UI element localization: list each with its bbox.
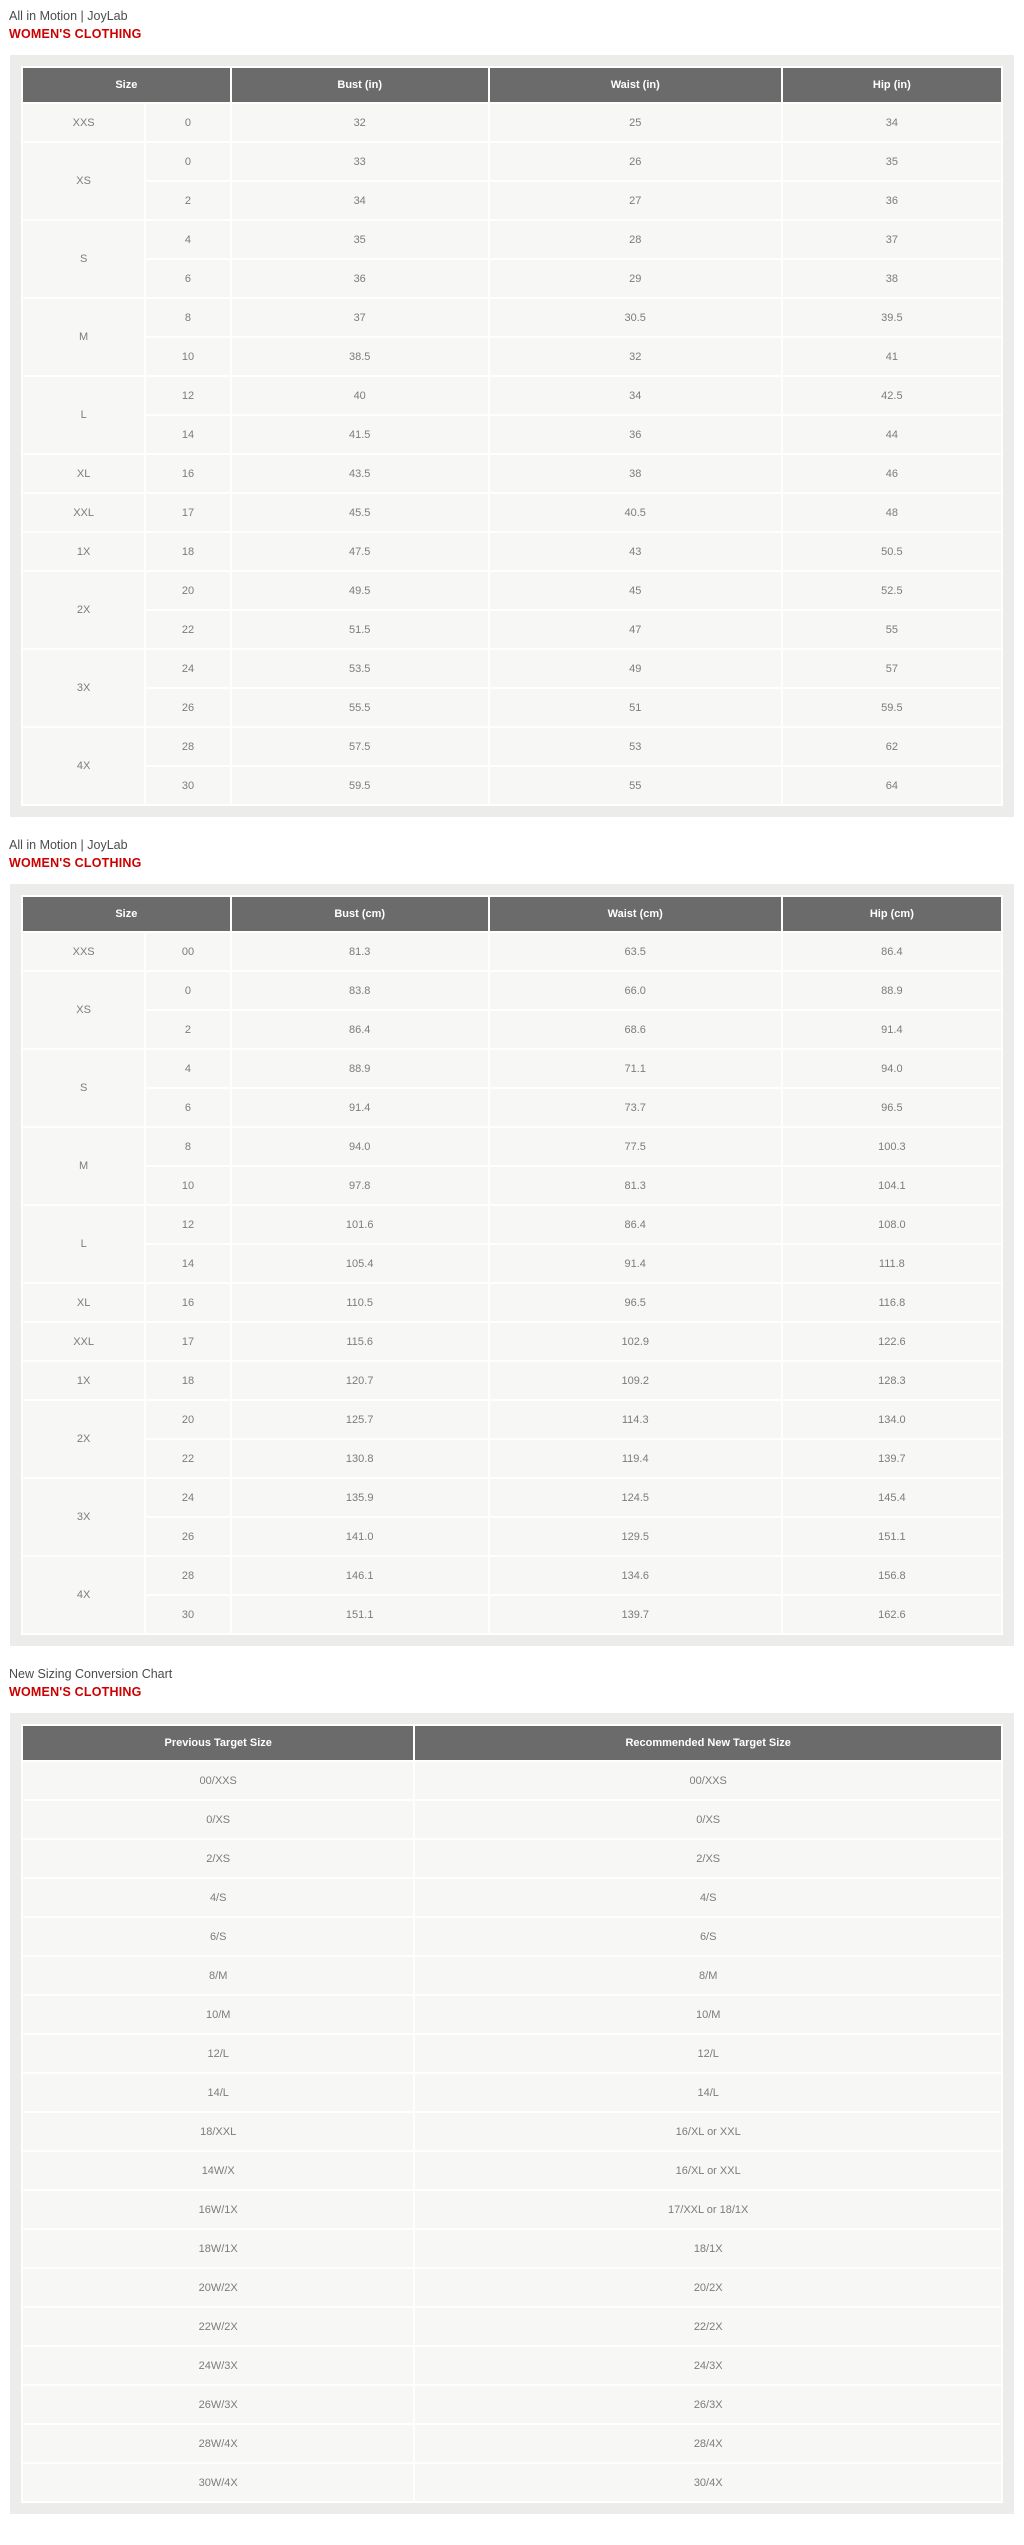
size-group-label: 1X: [23, 1362, 144, 1399]
numeric-size-cell: 14: [146, 416, 229, 453]
numeric-size-cell: 18: [146, 533, 229, 570]
numeric-size-cell: 24: [146, 1479, 229, 1516]
size-group-label: XS: [23, 143, 144, 219]
bust-cell: 83.8: [232, 972, 488, 1009]
hip-cell: 116.8: [783, 1284, 1001, 1321]
waist-cell: 45: [490, 572, 781, 609]
new-size-cell: 0/XS: [415, 1801, 1001, 1838]
numeric-size-cell: 12: [146, 1206, 229, 1243]
new-size-cell: 26/3X: [415, 2386, 1001, 2423]
bust-cell: 57.5: [232, 728, 488, 765]
bust-cell: 141.0: [232, 1518, 488, 1555]
bust-cell: 47.5: [232, 533, 488, 570]
table-body: [23, 933, 1001, 1633]
waist-cell: 47: [490, 611, 781, 648]
table-row: [23, 1245, 1001, 1282]
waist-cell: 32: [490, 338, 781, 375]
hip-cell: 39.5: [783, 299, 1001, 336]
waist-cell: 119.4: [490, 1440, 781, 1477]
size-group-label: M: [23, 299, 144, 375]
bust-cell: 38.5: [232, 338, 488, 375]
header-row: [23, 1726, 1001, 1760]
section-header: [0, 817, 1024, 884]
header-row: [23, 68, 1001, 102]
numeric-size-cell: 30: [146, 1596, 229, 1633]
table-row: [23, 2191, 1001, 2228]
waist-cell: 71.1: [490, 1050, 781, 1087]
table-row: [23, 299, 1001, 336]
chart-container: [10, 1713, 1014, 2514]
bust-cell: 59.5: [232, 767, 488, 804]
previous-size-cell: 30W/4X: [23, 2464, 413, 2501]
size-group-label: 2X: [23, 1401, 144, 1477]
hip-cell: 134.0: [783, 1401, 1001, 1438]
table-row: [23, 1440, 1001, 1477]
column-header-size: Size: [23, 897, 230, 931]
hip-cell: 94.0: [783, 1050, 1001, 1087]
waist-cell: 38: [490, 455, 781, 492]
numeric-size-cell: 26: [146, 1518, 229, 1555]
new-size-cell: 24/3X: [415, 2347, 1001, 2384]
new-size-cell: 00/XXS: [415, 1762, 1001, 1799]
table-row: [23, 143, 1001, 180]
conversion-subtitle: New Sizing Conversion Chart: [9, 1667, 173, 1681]
numeric-size-cell: 16: [146, 455, 229, 492]
hip-cell: 59.5: [783, 689, 1001, 726]
size-group-label: 1X: [23, 533, 144, 570]
hip-cell: 44: [783, 416, 1001, 453]
bust-cell: 130.8: [232, 1440, 488, 1477]
table-row: [23, 1557, 1001, 1594]
bust-cell: 32: [232, 104, 488, 141]
table-row: [23, 455, 1001, 492]
bust-cell: 37: [232, 299, 488, 336]
table-row: [23, 221, 1001, 258]
size-group-label: XXL: [23, 1323, 144, 1360]
hip-cell: 139.7: [783, 1440, 1001, 1477]
bust-cell: 45.5: [232, 494, 488, 531]
waist-cell: 134.6: [490, 1557, 781, 1594]
new-size-cell: 8/M: [415, 1957, 1001, 1994]
new-size-cell: 6/S: [415, 1918, 1001, 1955]
table-row: [23, 182, 1001, 219]
previous-size-cell: 22W/2X: [23, 2308, 413, 2345]
hip-cell: 38: [783, 260, 1001, 297]
hip-cell: 122.6: [783, 1323, 1001, 1360]
table-row: [23, 2230, 1001, 2267]
table-row: [23, 1323, 1001, 1360]
hip-cell: 88.9: [783, 972, 1001, 1009]
numeric-size-cell: 8: [146, 1128, 229, 1165]
column-header-bust: Bust (in): [232, 68, 488, 102]
numeric-size-cell: 14: [146, 1245, 229, 1282]
size-group-label: XXL: [23, 494, 144, 531]
section-centimeters: [0, 817, 1024, 1646]
waist-cell: 34: [490, 377, 781, 414]
table-row: [23, 1167, 1001, 1204]
hip-cell: 64: [783, 767, 1001, 804]
size-group-label: 4X: [23, 1557, 144, 1633]
table-row: [23, 338, 1001, 375]
numeric-size-cell: 0: [146, 104, 229, 141]
column-header-waist: Waist (in): [490, 68, 781, 102]
waist-cell: 26: [490, 143, 781, 180]
hip-cell: 104.1: [783, 1167, 1001, 1204]
bust-cell: 135.9: [232, 1479, 488, 1516]
numeric-size-cell: 17: [146, 1323, 229, 1360]
size-table-inches: [21, 66, 1003, 806]
column-header-previous-size: Previous Target Size: [23, 1726, 413, 1760]
numeric-size-cell: 28: [146, 728, 229, 765]
hip-cell: 50.5: [783, 533, 1001, 570]
hip-cell: 100.3: [783, 1128, 1001, 1165]
size-group-label: XS: [23, 972, 144, 1048]
bust-cell: 125.7: [232, 1401, 488, 1438]
table-row: [23, 2464, 1001, 2501]
table-row: [23, 1206, 1001, 1243]
bust-cell: 91.4: [232, 1089, 488, 1126]
waist-cell: 27: [490, 182, 781, 219]
hip-cell: 62: [783, 728, 1001, 765]
bust-cell: 115.6: [232, 1323, 488, 1360]
new-size-cell: 14/L: [415, 2074, 1001, 2111]
size-conversion-table: [21, 1724, 1003, 2503]
numeric-size-cell: 6: [146, 260, 229, 297]
bust-cell: 40: [232, 377, 488, 414]
numeric-size-cell: 8: [146, 299, 229, 336]
numeric-size-cell: 10: [146, 338, 229, 375]
bust-cell: 53.5: [232, 650, 488, 687]
bust-cell: 43.5: [232, 455, 488, 492]
brand-subtitle: All in Motion | JoyLab: [9, 9, 128, 23]
waist-cell: 51: [490, 689, 781, 726]
hip-cell: 46: [783, 455, 1001, 492]
size-group-label: XL: [23, 455, 144, 492]
bust-cell: 41.5: [232, 416, 488, 453]
hip-cell: 96.5: [783, 1089, 1001, 1126]
table-row: [23, 1840, 1001, 1877]
previous-size-cell: 6/S: [23, 1918, 413, 1955]
bust-cell: 51.5: [232, 611, 488, 648]
waist-cell: 109.2: [490, 1362, 781, 1399]
new-size-cell: 30/4X: [415, 2464, 1001, 2501]
new-size-cell: 4/S: [415, 1879, 1001, 1916]
hip-cell: 41: [783, 338, 1001, 375]
table-row: [23, 1284, 1001, 1321]
previous-size-cell: 24W/3X: [23, 2347, 413, 2384]
column-header-new-size: Recommended New Target Size: [415, 1726, 1001, 1760]
hip-cell: 55: [783, 611, 1001, 648]
size-table-centimeters: [21, 895, 1003, 1635]
table-row: [23, 2386, 1001, 2423]
numeric-size-cell: 12: [146, 377, 229, 414]
bust-cell: 49.5: [232, 572, 488, 609]
waist-cell: 25: [490, 104, 781, 141]
section-title: WOMEN'S CLOTHING: [9, 855, 142, 870]
column-header-size: Size: [23, 68, 230, 102]
table-row: [23, 104, 1001, 141]
section-title: WOMEN'S CLOTHING: [9, 26, 142, 41]
previous-size-cell: 28W/4X: [23, 2425, 413, 2462]
table-row: [23, 377, 1001, 414]
hip-cell: 128.3: [783, 1362, 1001, 1399]
bust-cell: 120.7: [232, 1362, 488, 1399]
table-row: [23, 533, 1001, 570]
numeric-size-cell: 6: [146, 1089, 229, 1126]
previous-size-cell: 26W/3X: [23, 2386, 413, 2423]
bust-cell: 35: [232, 221, 488, 258]
numeric-size-cell: 24: [146, 650, 229, 687]
bust-cell: 151.1: [232, 1596, 488, 1633]
table-row: [23, 2269, 1001, 2306]
numeric-size-cell: 22: [146, 611, 229, 648]
previous-size-cell: 14/L: [23, 2074, 413, 2111]
previous-size-cell: 10/M: [23, 1996, 413, 2033]
waist-cell: 30.5: [490, 299, 781, 336]
size-group-label: 2X: [23, 572, 144, 648]
numeric-size-cell: 30: [146, 767, 229, 804]
numeric-size-cell: 17: [146, 494, 229, 531]
table-row: [23, 1801, 1001, 1838]
table-row: [23, 611, 1001, 648]
bust-cell: 55.5: [232, 689, 488, 726]
table-body: [23, 104, 1001, 804]
bust-cell: 33: [232, 143, 488, 180]
size-group-label: M: [23, 1128, 144, 1204]
waist-cell: 40.5: [490, 494, 781, 531]
numeric-size-cell: 16: [146, 1284, 229, 1321]
table-row: [23, 650, 1001, 687]
table-body: [23, 1762, 1001, 2501]
waist-cell: 68.6: [490, 1011, 781, 1048]
table-row: [23, 416, 1001, 453]
size-group-label: XXS: [23, 104, 144, 141]
waist-cell: 96.5: [490, 1284, 781, 1321]
table-row: [23, 1596, 1001, 1633]
numeric-size-cell: 10: [146, 1167, 229, 1204]
previous-size-cell: 8/M: [23, 1957, 413, 1994]
size-group-label: S: [23, 221, 144, 297]
numeric-size-cell: 22: [146, 1440, 229, 1477]
previous-size-cell: 0/XS: [23, 1801, 413, 1838]
numeric-size-cell: 0: [146, 143, 229, 180]
column-header-bust: Bust (cm): [232, 897, 488, 931]
bust-cell: 110.5: [232, 1284, 488, 1321]
hip-cell: 34: [783, 104, 1001, 141]
waist-cell: 36: [490, 416, 781, 453]
waist-cell: 124.5: [490, 1479, 781, 1516]
table-row: [23, 767, 1001, 804]
hip-cell: 86.4: [783, 933, 1001, 970]
bust-cell: 81.3: [232, 933, 488, 970]
waist-cell: 29: [490, 260, 781, 297]
previous-size-cell: 00/XXS: [23, 1762, 413, 1799]
waist-cell: 129.5: [490, 1518, 781, 1555]
table-row: [23, 1401, 1001, 1438]
previous-size-cell: 4/S: [23, 1879, 413, 1916]
hip-cell: 37: [783, 221, 1001, 258]
new-size-cell: 12/L: [415, 2035, 1001, 2072]
column-header-hip: Hip (in): [783, 68, 1001, 102]
size-group-label: XXS: [23, 933, 144, 970]
brand-subtitle: All in Motion | JoyLab: [9, 838, 128, 852]
new-size-cell: 2/XS: [415, 1840, 1001, 1877]
waist-cell: 73.7: [490, 1089, 781, 1126]
hip-cell: 108.0: [783, 1206, 1001, 1243]
waist-cell: 139.7: [490, 1596, 781, 1633]
waist-cell: 43: [490, 533, 781, 570]
hip-cell: 156.8: [783, 1557, 1001, 1594]
numeric-size-cell: 20: [146, 572, 229, 609]
waist-cell: 53: [490, 728, 781, 765]
numeric-size-cell: 28: [146, 1557, 229, 1594]
size-group-label: 3X: [23, 650, 144, 726]
new-size-cell: 18/1X: [415, 2230, 1001, 2267]
previous-size-cell: 18/XXL: [23, 2113, 413, 2150]
bust-cell: 94.0: [232, 1128, 488, 1165]
table-row: [23, 933, 1001, 970]
numeric-size-cell: 4: [146, 1050, 229, 1087]
table-row: [23, 2425, 1001, 2462]
numeric-size-cell: 18: [146, 1362, 229, 1399]
table-row: [23, 728, 1001, 765]
numeric-size-cell: 20: [146, 1401, 229, 1438]
section-title: WOMEN'S CLOTHING: [9, 1684, 142, 1699]
size-group-label: L: [23, 377, 144, 453]
waist-cell: 49: [490, 650, 781, 687]
previous-size-cell: 12/L: [23, 2035, 413, 2072]
table-row: [23, 972, 1001, 1009]
hip-cell: 36: [783, 182, 1001, 219]
bust-cell: 105.4: [232, 1245, 488, 1282]
size-group-label: 3X: [23, 1479, 144, 1555]
hip-cell: 91.4: [783, 1011, 1001, 1048]
bust-cell: 36: [232, 260, 488, 297]
numeric-size-cell: 0: [146, 972, 229, 1009]
bust-cell: 97.8: [232, 1167, 488, 1204]
bust-cell: 146.1: [232, 1557, 488, 1594]
hip-cell: 162.6: [783, 1596, 1001, 1633]
hip-cell: 48: [783, 494, 1001, 531]
table-row: [23, 2347, 1001, 2384]
table-row: [23, 260, 1001, 297]
table-row: [23, 2074, 1001, 2111]
hip-cell: 35: [783, 143, 1001, 180]
table-row: [23, 1918, 1001, 1955]
table-row: [23, 1996, 1001, 2033]
waist-cell: 55: [490, 767, 781, 804]
table-row: [23, 1479, 1001, 1516]
table-row: [23, 572, 1001, 609]
table-row: [23, 2152, 1001, 2189]
previous-size-cell: 14W/X: [23, 2152, 413, 2189]
table-row: [23, 2035, 1001, 2072]
new-size-cell: 16/XL or XXL: [415, 2113, 1001, 2150]
size-group-label: XL: [23, 1284, 144, 1321]
table-row: [23, 1879, 1001, 1916]
previous-size-cell: 2/XS: [23, 1840, 413, 1877]
previous-size-cell: 16W/1X: [23, 2191, 413, 2228]
section-header: [0, 0, 1024, 55]
new-size-cell: 28/4X: [415, 2425, 1001, 2462]
column-header-hip: Hip (cm): [783, 897, 1001, 931]
size-group-label: S: [23, 1050, 144, 1126]
waist-cell: 63.5: [490, 933, 781, 970]
section-conversion-chart: [0, 1646, 1024, 2514]
bust-cell: 86.4: [232, 1011, 488, 1048]
table-row: [23, 689, 1001, 726]
numeric-size-cell: 00: [146, 933, 229, 970]
table-row: [23, 2113, 1001, 2150]
numeric-size-cell: 4: [146, 221, 229, 258]
hip-cell: 151.1: [783, 1518, 1001, 1555]
section-inches: [0, 0, 1024, 817]
waist-cell: 28: [490, 221, 781, 258]
waist-cell: 86.4: [490, 1206, 781, 1243]
table-row: [23, 1128, 1001, 1165]
chart-container: [10, 55, 1014, 817]
table-row: [23, 1518, 1001, 1555]
table-row: [23, 1050, 1001, 1087]
new-size-cell: 22/2X: [415, 2308, 1001, 2345]
waist-cell: 66.0: [490, 972, 781, 1009]
previous-size-cell: 20W/2X: [23, 2269, 413, 2306]
table-row: [23, 1957, 1001, 1994]
bust-cell: 34: [232, 182, 488, 219]
bust-cell: 101.6: [232, 1206, 488, 1243]
new-size-cell: 10/M: [415, 1996, 1001, 2033]
table-row: [23, 1762, 1001, 1799]
table-row: [23, 2308, 1001, 2345]
new-size-cell: 20/2X: [415, 2269, 1001, 2306]
waist-cell: 114.3: [490, 1401, 781, 1438]
table-row: [23, 1089, 1001, 1126]
table-row: [23, 494, 1001, 531]
column-header-waist: Waist (cm): [490, 897, 781, 931]
header-row: [23, 897, 1001, 931]
bust-cell: 88.9: [232, 1050, 488, 1087]
waist-cell: 77.5: [490, 1128, 781, 1165]
waist-cell: 102.9: [490, 1323, 781, 1360]
waist-cell: 91.4: [490, 1245, 781, 1282]
hip-cell: 42.5: [783, 377, 1001, 414]
size-group-label: L: [23, 1206, 144, 1282]
size-group-label: 4X: [23, 728, 144, 804]
table-row: [23, 1011, 1001, 1048]
hip-cell: 145.4: [783, 1479, 1001, 1516]
hip-cell: 111.8: [783, 1245, 1001, 1282]
chart-container: [10, 884, 1014, 1646]
table-row: [23, 1362, 1001, 1399]
section-header: [0, 1646, 1024, 1713]
waist-cell: 81.3: [490, 1167, 781, 1204]
previous-size-cell: 18W/1X: [23, 2230, 413, 2267]
hip-cell: 52.5: [783, 572, 1001, 609]
new-size-cell: 17/XXL or 18/1X: [415, 2191, 1001, 2228]
numeric-size-cell: 2: [146, 182, 229, 219]
new-size-cell: 16/XL or XXL: [415, 2152, 1001, 2189]
hip-cell: 57: [783, 650, 1001, 687]
numeric-size-cell: 26: [146, 689, 229, 726]
numeric-size-cell: 2: [146, 1011, 229, 1048]
